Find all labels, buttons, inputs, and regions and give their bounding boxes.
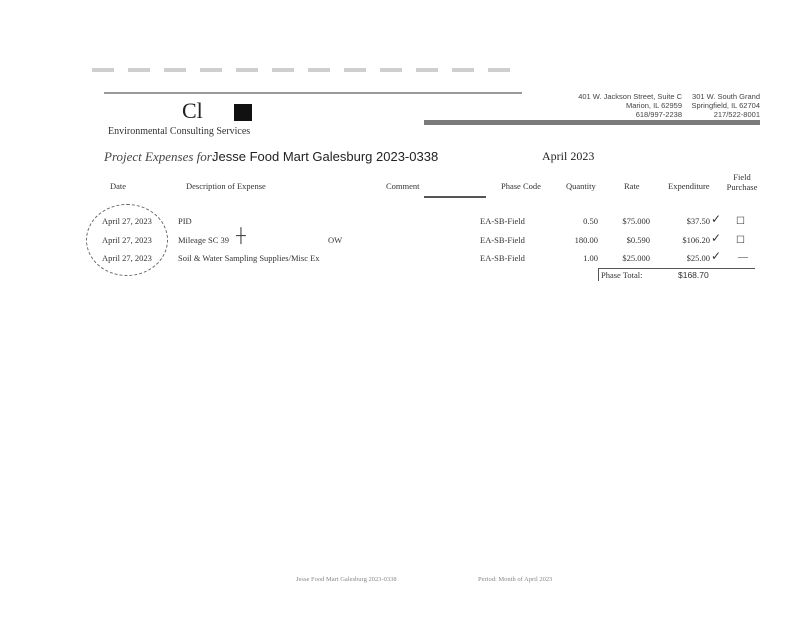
col-field-purchase: Field Purchase — [726, 172, 758, 192]
footer-project: Jesse Food Mart Galesburg 2023-0338 — [296, 576, 397, 583]
row1-rate: $75.000 — [622, 216, 650, 226]
handwritten-mark: ┼ — [236, 229, 246, 244]
checkmark-icon: ✓ — [711, 249, 722, 263]
col-quantity: Quantity — [566, 181, 596, 191]
row3-field-purchase-mark: — — [738, 252, 748, 263]
row3-rate: $25.000 — [622, 253, 650, 263]
scan-top-strip — [92, 68, 764, 74]
col-description: Description of Expense — [186, 181, 266, 191]
row2-field-purchase-checkbox[interactable]: ☐ — [736, 235, 745, 246]
row2-date: April 27, 2023 — [102, 235, 152, 245]
address-marion: 401 W. Jackson Street, Suite C Marion, IL 62959 618/997-2238 — [578, 92, 682, 119]
phase-total-label: Phase Total: — [601, 270, 643, 280]
row2-description: Mileage SC 39 — [178, 235, 229, 245]
row3-phase-code: EA-SB-Field — [480, 253, 525, 263]
row3-quantity: 1.00 — [583, 253, 598, 263]
row3-date: April 27, 2023 — [102, 253, 152, 263]
row2-expenditure: $106.20 — [682, 235, 710, 245]
logo-mark-icon — [234, 104, 252, 121]
header-rule — [104, 92, 522, 94]
col-date: Date — [110, 181, 127, 191]
col-comment: Comment — [386, 181, 420, 191]
project-name: Jesse Food Mart Galesburg 2023-0338 — [212, 149, 439, 164]
row1-field-purchase-checkbox[interactable]: ☐ — [736, 216, 745, 227]
row1-expenditure: $37.50 — [686, 216, 710, 226]
footer-period: Period: Month of April 2023 — [478, 576, 553, 583]
report-label: Project Expenses for: — [104, 149, 217, 164]
address-springfield: 301 W. South Grand Springfield, IL 62704 217/522-8001 — [691, 92, 760, 119]
header-band — [424, 120, 760, 125]
row1-quantity: 0.50 — [583, 216, 598, 226]
col-expenditure: Expenditure — [668, 181, 710, 191]
company-name: Environmental Consulting Services — [108, 126, 251, 137]
phase-total-value: $168.70 — [678, 270, 709, 280]
row2-quantity: 180.00 — [574, 235, 598, 245]
row2-rate: $0.590 — [626, 235, 650, 245]
row1-description: PID — [178, 216, 192, 226]
comment-underline — [424, 196, 486, 198]
row3-expenditure: $25.00 — [686, 253, 710, 263]
checkmark-icon: ✓ — [711, 231, 722, 245]
row1-phase-code: EA-SB-Field — [480, 216, 525, 226]
checkmark-icon: ✓ — [711, 212, 722, 226]
report-period: April 2023 — [542, 149, 595, 163]
row2-comment: OW — [328, 235, 343, 245]
row2-phase-code: EA-SB-Field — [480, 235, 525, 245]
row3-description: Soil & Water Sampling Supplies/Misc Ex — [178, 253, 320, 263]
row1-date: April 27, 2023 — [102, 216, 152, 226]
company-logo: Cl — [182, 98, 203, 123]
col-phase-code: Phase Code — [501, 181, 541, 191]
col-rate: Rate — [624, 181, 640, 191]
